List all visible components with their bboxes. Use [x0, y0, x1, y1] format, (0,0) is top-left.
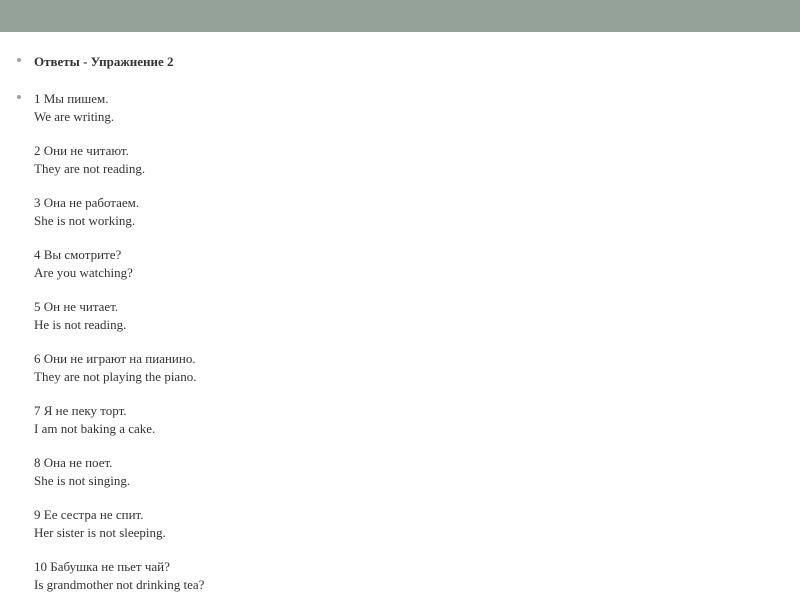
bullet-dot-icon — [17, 58, 21, 62]
answer-item-1 — [34, 90, 734, 125]
answer-russian: 6 Они не играют на пианино. — [34, 351, 196, 366]
slide-top-band — [0, 0, 800, 32]
answer-item-4 — [34, 246, 734, 281]
answer-english: She is not working. — [34, 212, 136, 228]
answer-russian: 5 Он не читает. — [34, 299, 119, 314]
answer-russian: 1 Мы пишем. — [34, 91, 109, 106]
answer-russian: 9 Ее сестра не спит. — [34, 507, 144, 522]
answer-item-2 — [34, 142, 734, 177]
answer-english: She is not singing. — [34, 472, 131, 488]
answer-item-6 — [34, 350, 734, 385]
bullet-dot-icon — [17, 95, 21, 99]
answer-item-10 — [34, 558, 734, 593]
answers-bullet — [34, 90, 734, 610]
answer-english: He is not reading. — [34, 316, 127, 332]
answer-item-8 — [34, 454, 734, 489]
answer-english: They are not reading. — [34, 160, 146, 176]
answer-english: Her sister is not sleeping. — [34, 524, 166, 540]
answer-russian: 8 Она не поет. — [34, 455, 113, 470]
answer-english: We are writing. — [34, 108, 115, 124]
answer-russian: 7 Я не пеку торт. — [34, 403, 127, 418]
answer-english: I am not baking a cake. — [34, 420, 156, 436]
answer-item-9 — [34, 506, 734, 541]
slide-heading: Ответы - Упражнение 2 — [34, 54, 174, 69]
answer-russian: 3 Она не работаем. — [34, 195, 140, 210]
answer-item-5 — [34, 298, 734, 333]
answer-english: Are you watching? — [34, 264, 133, 280]
answer-russian: 4 Вы смотрите? — [34, 247, 122, 262]
answer-russian: 10 Бабушка не пьет чай? — [34, 559, 170, 574]
heading-bullet — [34, 53, 734, 70]
answer-item-3 — [34, 194, 734, 229]
answer-russian: 2 Они не читают. — [34, 143, 129, 158]
answer-english: Is grandmother not drinking tea? — [34, 576, 205, 592]
answer-english: They are not playing the piano. — [34, 368, 197, 384]
answer-item-7 — [34, 402, 734, 437]
